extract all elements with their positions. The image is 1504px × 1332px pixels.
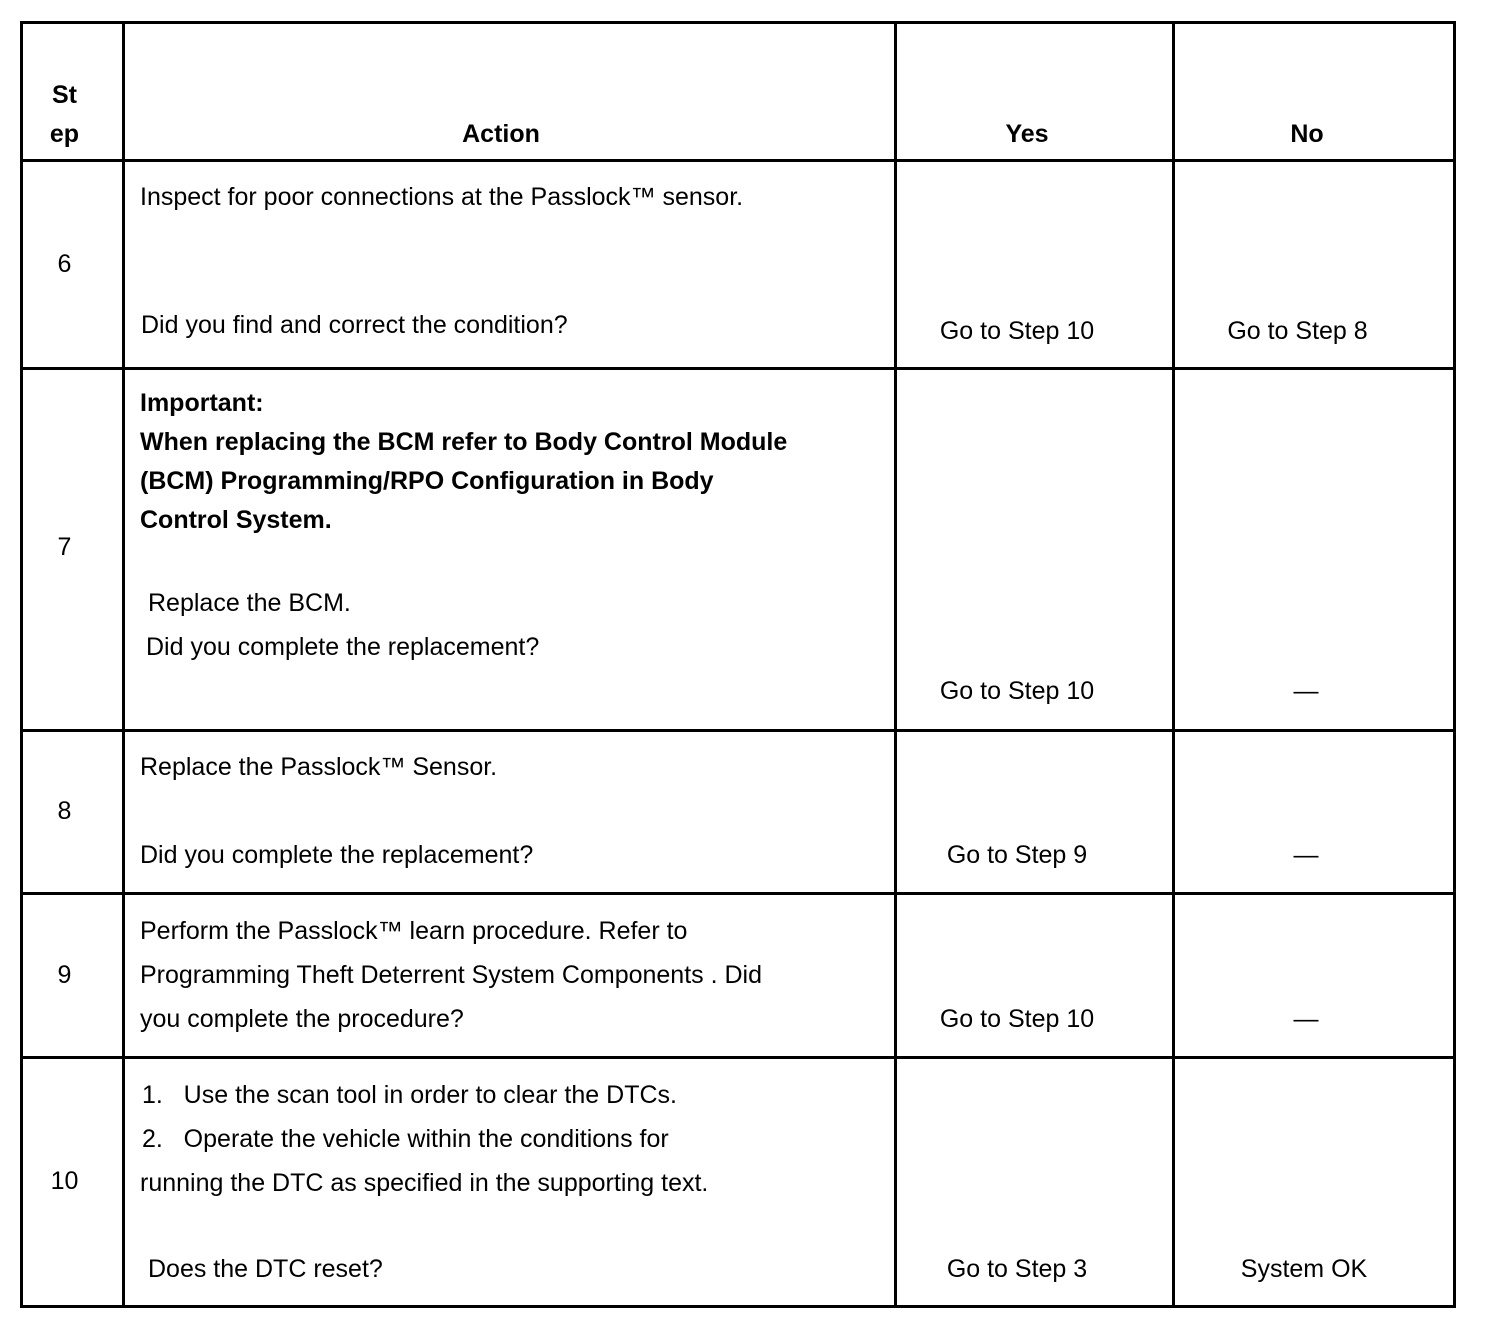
- action-text: you complete the procedure?: [140, 1005, 464, 1033]
- col-divider-action: [894, 24, 897, 1305]
- diagnostic-table: [20, 21, 1456, 1308]
- no-result: —: [1293, 1005, 1319, 1033]
- action-question: Did you find and correct the condition?: [141, 311, 568, 339]
- important-text: When replacing the BCM refer to Body Control Module: [140, 428, 788, 456]
- list-item-continuation: running the DTC as specified in the supporting text.: [140, 1169, 709, 1197]
- no-result: System OK: [1240, 1255, 1368, 1283]
- no-result: Go to Step 8: [1227, 317, 1368, 345]
- important-label: Important:: [140, 389, 264, 417]
- action-text: Replace the Passlock™ Sensor.: [140, 753, 498, 781]
- yes-result: Go to Step 10: [939, 1005, 1095, 1033]
- action-question: Does the DTC reset?: [148, 1255, 383, 1283]
- important-text: Control System.: [140, 506, 332, 534]
- step-number: 8: [57, 797, 72, 825]
- action-text: Replace the BCM.: [148, 589, 351, 617]
- header-action: Action: [462, 120, 540, 148]
- step-number: 10: [50, 1167, 79, 1195]
- header-step-line2: ep: [49, 120, 80, 148]
- col-divider-step: [122, 24, 125, 1305]
- list-item: 2. Operate the vehicle within the conditions for: [142, 1125, 669, 1153]
- header-step-line1: St: [52, 81, 77, 109]
- row-divider-7: [23, 729, 1453, 732]
- step-number: 7: [57, 533, 72, 561]
- action-text: Programming Theft Deterrent System Components . Did: [140, 961, 763, 989]
- step-number: 9: [57, 961, 72, 989]
- yes-result: Go to Step 10: [939, 677, 1095, 705]
- yes-result: Go to Step 3: [946, 1255, 1088, 1283]
- step-number: 6: [57, 250, 72, 278]
- list-item: 1. Use the scan tool in order to clear the DTCs.: [142, 1081, 677, 1109]
- row-divider-6: [23, 367, 1453, 370]
- action-text: Perform the Passlock™ learn procedure. Refer to: [140, 917, 688, 945]
- row-divider-8: [23, 892, 1453, 895]
- important-text: (BCM) Programming/RPO Configuration in Body: [140, 467, 714, 495]
- no-result: —: [1293, 841, 1319, 869]
- header-yes: Yes: [1005, 120, 1049, 148]
- yes-result: Go to Step 9: [946, 841, 1088, 869]
- col-divider-yes: [1172, 24, 1175, 1305]
- row-divider-9: [23, 1056, 1453, 1059]
- action-text: Inspect for poor connections at the Passlock™ sensor.: [140, 183, 744, 211]
- yes-result: Go to Step 10: [939, 317, 1095, 345]
- row-divider-header: [23, 159, 1453, 162]
- header-no: No: [1290, 120, 1324, 148]
- action-question: Did you complete the replacement?: [140, 841, 534, 869]
- no-result: —: [1293, 677, 1319, 705]
- action-question: Did you complete the replacement?: [146, 633, 540, 661]
